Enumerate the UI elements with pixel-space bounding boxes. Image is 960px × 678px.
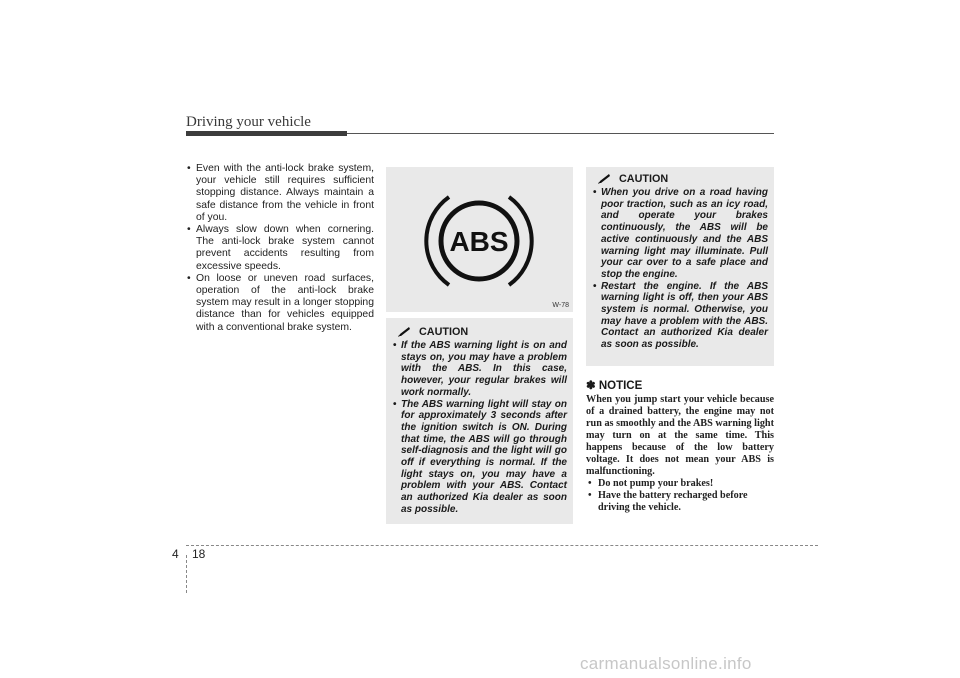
footer-divider [186, 555, 187, 593]
chapter-number: 4 [172, 547, 179, 561]
list-item: • When you drive on a road having poor traction, such as an icy road, and operate your brakes continuously, the ABS will be active continuously and the ABS warning light may illuminate. Pull your car over to a safe place and stop the engine. [592, 187, 768, 281]
pen-icon [598, 174, 612, 184]
list-item: • Restart the engine. If the ABS warning light is off, then your ABS system is normal. Otherwise, you may have a problem with the ABS. Contact an authorized Kia dealer as soon as possible. [592, 281, 768, 351]
left-column [186, 163, 374, 334]
abs-symbol-text: ABS [449, 226, 509, 257]
bullet-list [186, 163, 374, 334]
section-title: Driving your vehicle [186, 114, 311, 130]
notice-text: When you jump start your vehicle because of a drained battery, the engine may not run as smoothly and the ABS warning light may turn on at the same time. This happens because of the low battery voltage. It does not mean your ABS is malfunctioning. [586, 394, 774, 477]
page-number: 18 [192, 547, 206, 561]
header-accent-bar [186, 131, 347, 136]
figure-code: W-78 [552, 302, 569, 309]
caution-box-right [586, 167, 774, 366]
watermark: carmanualsonline.info [580, 654, 752, 673]
caution-box-left [386, 318, 573, 524]
list-item: • Have the battery recharged before driving the vehicle. [586, 490, 774, 514]
notice-section [586, 378, 774, 514]
list-item: • Even with the anti-lock brake system, your vehicle still requires sufficient stopping distance. Always maintain a safe distance from the vehicle in front of you. [186, 163, 374, 224]
list-item: • If the ABS warning light is on and stays on, you may have a problem with the ABS. In this case, however, your regular brakes will work normally. [392, 340, 567, 399]
header-rule [347, 133, 774, 134]
pen-icon [398, 327, 412, 337]
notice-heading: ✽ NOTICE [586, 380, 643, 392]
abs-warning-light-icon [386, 167, 573, 312]
caution-list [392, 340, 567, 516]
caution-heading: CAUTION [619, 173, 669, 185]
list-item: • Always slow down when cornering. The anti-lock brake system cannot prevent accidents resulting from excessive speeds. [186, 224, 374, 273]
list-item: • Do not pump your brakes! [586, 478, 774, 490]
list-item: • On loose or uneven road surfaces, operation of the anti-lock brake system may result in a longer stopping distance than for vehicles equipped with a conventional brake system. [186, 273, 374, 334]
abs-figure [386, 167, 573, 312]
list-item: • The ABS warning light will stay on for approximately 3 seconds after the ignition switch is ON. During that time, the ABS will go through self-diagnosis and the light will go off if everything is normal. If the light stays on, you may have a problem with your ABS. Contact an authorized Kia dealer as soon as possible. [392, 399, 567, 516]
caution-list [592, 187, 768, 351]
caution-heading: CAUTION [419, 326, 469, 338]
notice-list [586, 478, 774, 514]
footer-rule [186, 545, 818, 546]
